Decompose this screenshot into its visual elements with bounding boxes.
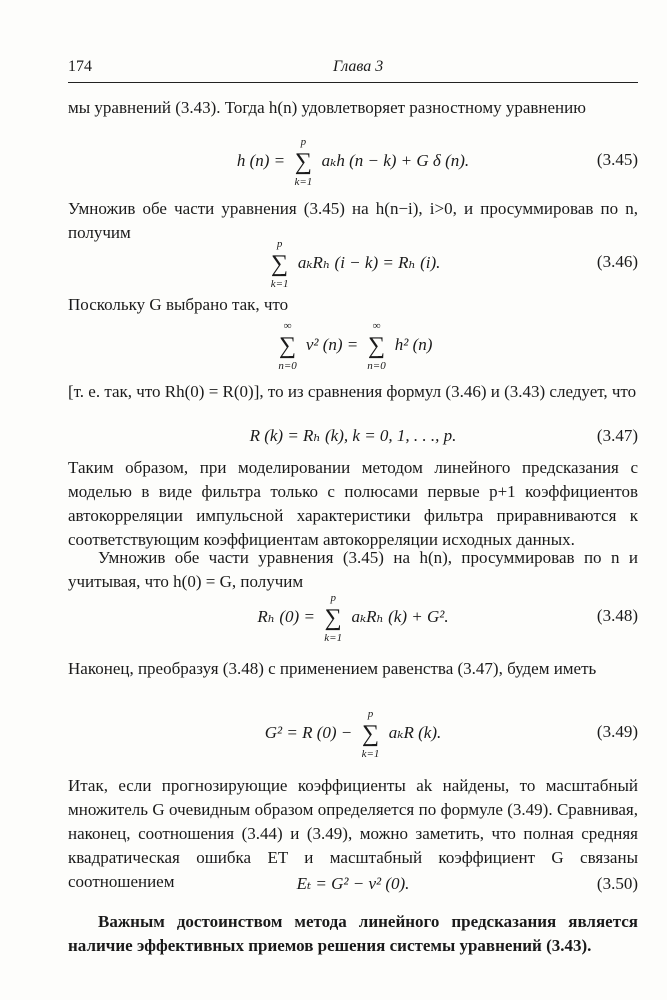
equation-number: (3.46) [596,252,638,271]
equation-3-46-formula [68,238,638,290]
sum-symbol: ∞ ∑ n=0 [363,334,391,358]
equation-3-49-formula [68,708,638,760]
sum-lower-limit: n=0 [278,360,297,372]
sum-upper-limit: ∞ [283,320,292,332]
paragraph-3: Поскольку G выбрано так, что [68,295,289,314]
equation-rhs: h² (n) [394,334,433,354]
sum-symbol: p ∑ k=1 [357,722,385,746]
paragraph-5: Таким образом, при моделировании методом линейного предсказания с моделью в виде фильтра только с полюсами первые p+1 коэффициентов автокорреляции импульсной характеристики фильтра приравниваются к соответствующим коэффициентам автокорреляции исходных данных. [68,458,638,549]
sum-upper-limit: p [300,136,307,148]
equation-lhs: G² = R (0) − [264,722,353,742]
equation-3-46 [68,238,638,290]
equation-number: (3.49) [596,722,638,741]
equation-middle: v² (n) = [305,334,359,354]
equation-3-49 [68,708,638,760]
paragraph-6: Умножив обе части уравнения (3.45) на h(n), просуммировав по n и учитывая, что h(0) = G, получим [68,548,638,591]
equation-3-47 [68,418,638,458]
equation-lhs: Rₕ (0) = [257,606,315,626]
paragraph-9: Важным достоинством метода линейного предсказания является наличие эффективных приемов решения системы уравнений (3.43). [68,912,638,955]
chapter-title: Глава 3 [333,58,384,75]
sum-upper-limit: p [276,238,283,250]
sum-symbol: p ∑ k=1 [289,150,317,174]
sum-upper-limit: p [330,592,336,604]
equation-number: (3.47) [596,426,638,445]
equation-rhs: aₖRₕ (i − k) = Rₕ (i). [297,252,441,272]
equation-3-48 [68,592,638,644]
equation-number: (3.48) [596,606,638,625]
equation-3-50 [68,866,638,906]
equation-3-45 [68,136,638,188]
equation-unnumbered [68,320,638,372]
equation-3-48-formula [68,592,638,644]
sum-lower-limit: k=1 [294,176,313,188]
page-number: 174 [68,58,92,75]
sum-upper-limit: p [367,708,374,720]
sum-lower-limit: k=1 [361,748,380,760]
equation-unnumbered-formula [68,320,638,372]
equation-rhs: aₖR (k). [388,722,442,742]
equation-rhs: aₖRₕ (k) + G². [351,606,449,626]
equation-3-45-formula [68,136,638,188]
sum-lower-limit: k=1 [270,278,289,290]
sum-symbol: ∞ ∑ n=0 [274,334,302,358]
paragraph-4: [т. е. так, что Rh(0) = R(0)], то из сравнения формул (3.46) и (3.43) следует, что [68,382,637,401]
sum-lower-limit: k=1 [324,632,343,644]
equation-3-47-formula: R (k) = Rₕ (k), k = 0, 1, . . ., p. [249,426,457,445]
paragraph-1: мы уравнений (3.43). Тогда h(n) удовлетворяет разностному уравнению [68,98,586,117]
paragraph-8: Итак, если прогнозирующие коэффициенты ak найдены, то масштабный множитель G очевидным образом определяется по формуле (3.49). Сравнивая, наконец, соотношения (3.44) и (3.49), можно заметить, что полная средняя квадратическая ошибка ET и масштабный коэффициент G связаны соотношением [68,776,638,891]
equation-3-50-formula: Eₜ = G² − v² (0). [296,874,410,893]
paragraph-2: Умножив обе части уравнения (3.45) на h(n−i), i>0, и просуммировав по n, получим [68,199,638,242]
page-header [68,58,638,83]
sum-symbol: p ∑ k=1 [266,252,294,276]
equation-number: (3.45) [596,150,638,169]
paragraph-7: Наконец, преобразуя (3.48) с применением равенства (3.47), будем иметь [68,659,597,678]
equation-lhs: h (n) = [236,150,286,170]
equation-rhs: aₖh (n − k) + G δ (n). [321,150,470,170]
equation-number: (3.50) [596,874,638,893]
sum-upper-limit: ∞ [372,320,381,332]
sum-symbol: p ∑ k=1 [319,606,347,630]
sum-lower-limit: n=0 [367,360,386,372]
